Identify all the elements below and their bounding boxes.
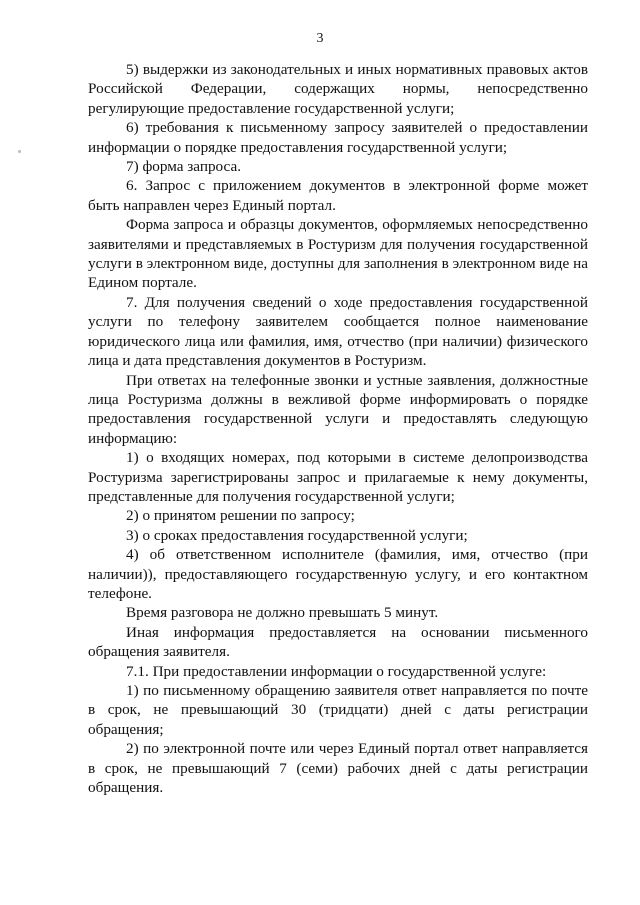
paragraph-section-7-1: 7.1. При предоставлении информации о государственной услуге: [126,662,547,680]
paragraph-info-item-1: 1) о входящих номерах, под которыми в системе делопроизводства Ростуризма зарегистрированы запрос и прилагаемые к нему документы, представленные для получения государственной услуги; [88,449,588,505]
page-number: 3 [316,31,324,46]
paragraph-item-6: 6) требования к письменному запросу заявителей о предоставлении информации о порядке предоставления государственной услуги; [88,119,588,156]
paragraph-mail-response: 1) по письменному обращению заявителя ответ направляется по почте в срок, не превышающий 30 (тридцати) дней с даты регистрации обращения; [88,682,588,738]
paragraph-request-forms: Форма запроса и образцы документов, оформляемых непосредственно заявителями и представляемых в Ростуризм для получения государственной услуги в электронном виде, доступны для заполнения в электронном виде на Едином портале. [88,216,588,292]
scan-speck [18,150,21,153]
paragraph-item-5: 5) выдержки из законодательных и иных нормативных правовых актов Российской Федерации, содержащих нормы, непосредственно регулирующие предоставление государственной услуги; [88,61,588,117]
paragraph-call-duration: Время разговора не должно превышать 5 минут. [126,604,439,622]
paragraph-item-7: 7) форма запроса. [126,158,241,176]
paragraph-info-item-2: 2) о принятом решении по запросу; [126,507,355,525]
paragraph-phone-answers: При ответах на телефонные звонки и устные заявления, должностные лица Ростуризма должны в вежливой форме информировать о порядке предоставления государственной услуги и предоставлять следующую информацию: [88,371,588,447]
paragraph-section-6: 6. Запрос с приложением документов в электронной форме может быть направлен через Единый портал. [88,177,588,214]
paragraph-info-item-4: 4) об ответственном исполнителе (фамилия, имя, отчество (при наличии)), предоставляющего государственную услугу, и его контактном телефоне. [88,546,588,602]
paragraph-other-info: Иная информация предоставляется на основании письменного обращения заявителя. [88,623,588,661]
document-body [88,60,588,797]
paragraph-section-7: 7. Для получения сведений о ходе предоставления государственной услуги по телефону заявителем сообщается полное наименование юридического лица или фамилия, имя, отчество (при наличии) физического лица и дата представления документов в Ростуризм. [88,293,588,370]
paragraph-info-item-3: 3) о сроках предоставления государственной услуги; [126,526,468,544]
paragraph-email-response: 2) по электронной почте или через Единый портал ответ направляется в срок, не превышающий 7 (семи) рабочих дней с даты регистрации обращения. [88,740,588,797]
